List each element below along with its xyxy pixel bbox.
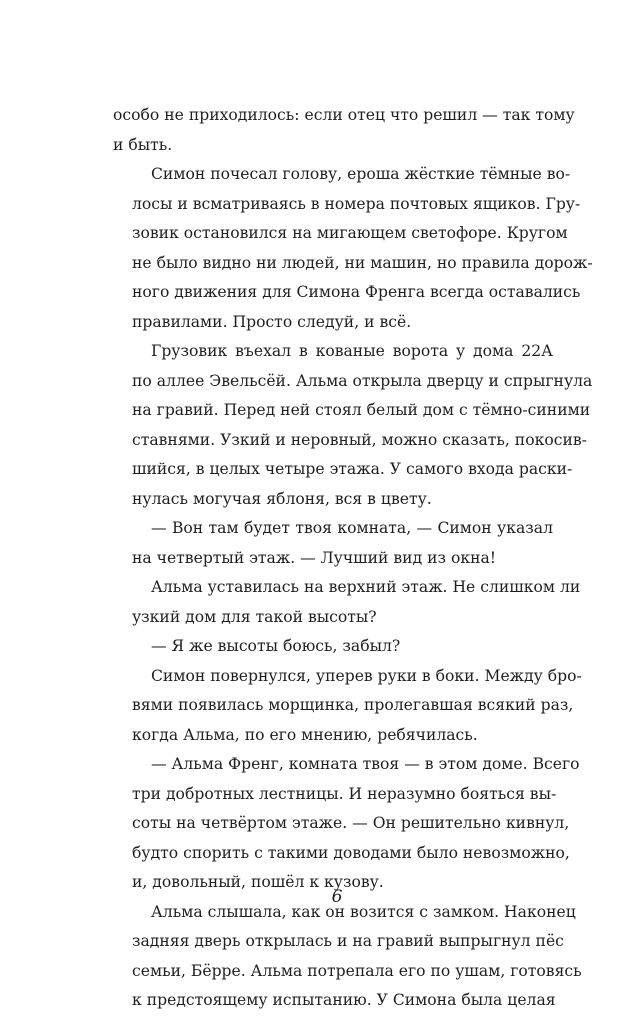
text-line: Грузовик въехал в кованые ворота у дома 22А [151,342,553,360]
paragraph [113,898,582,1016]
text-line: Альма уставилась на верхний этаж. Не слишком ли [151,578,581,596]
text-line: три добротных лестницы. И неразумно бояться вы- [132,784,557,803]
paragraph [113,160,593,337]
text-line: и быть. [113,135,173,154]
text-line: когда Альма, по его мнению, ребячилась. [132,725,478,744]
text-line: зовик остановился на мигающем светофоре. Кругом [132,224,568,242]
text-line: — Альма Френг, комната твоя — в этом доме. Всего [151,755,580,773]
text-line: Альма слышала, как он возится с замком. Наконец [151,902,576,921]
text-line: ного движения для Симона Френга всегда оставались [132,283,581,301]
text-line: и, довольный, пошёл к кузову. [132,873,384,891]
text-line: семьи, Бёрре. Альма потрепала его по ушам, готовясь [132,961,582,980]
text-line: — Вон там будет твоя комната, — Симон указал [151,519,553,537]
text-line: соты на четвёртом этаже. — Он решительно кивнул, [132,814,570,832]
text-line: на четвертый этаж. — Лучший вид из окна! [132,548,497,567]
text-line: лосы и всматриваясь в номера почтовых ящиков. Гру- [132,194,581,213]
text-line: нулась могучая яблоня, вся в цвету. [132,489,432,508]
text-line: вями появилась морщинка, пролегавшая всякий раз, [132,696,574,714]
text-line: правилами. Просто следуй, и всё. [132,312,412,331]
text-line: — Я же высоты боюсь, забыл? [151,637,401,655]
text-line: не было видно ни людей, ни машин, но правила дорож- [132,253,593,272]
page-number: 6 [331,887,343,907]
text-line: на гравий. Перед ней стоял белый дом с тёмно-синими [132,401,591,419]
paragraph [113,632,553,662]
text-line: к предстоящему испытанию. У Симона была целая [132,991,556,1009]
page-body [113,101,593,1016]
text-line: задняя дверь открылась и на гравий выпрыгнул пёс [132,932,564,950]
paragraph [113,337,593,514]
text-line: особо не приходилось: если отец что решил — так тому [113,106,575,124]
paragraph [113,573,581,632]
paragraph [113,662,582,751]
text-line: ставнями. Узкий и неровный, можно сказать, покосив- [132,430,587,449]
paragraph [113,750,580,898]
text-line: Симон повернулся, уперев руки в боки. Между бро- [151,666,582,685]
text-line: Симон почесал голову, ероша жёсткие тёмные во- [151,165,571,183]
text-line: будто спорить с такими доводами было невозможно, [132,843,570,862]
text-line: узкий дом для такой высоты? [132,607,377,626]
text-line: шийся, в целых четыре этажа. У самого входа раски- [132,460,573,478]
paragraph [113,514,553,573]
text-line: по аллее Эвельсёй. Альма открыла дверцу и спрыгнула [132,371,593,390]
paragraph [113,101,575,160]
